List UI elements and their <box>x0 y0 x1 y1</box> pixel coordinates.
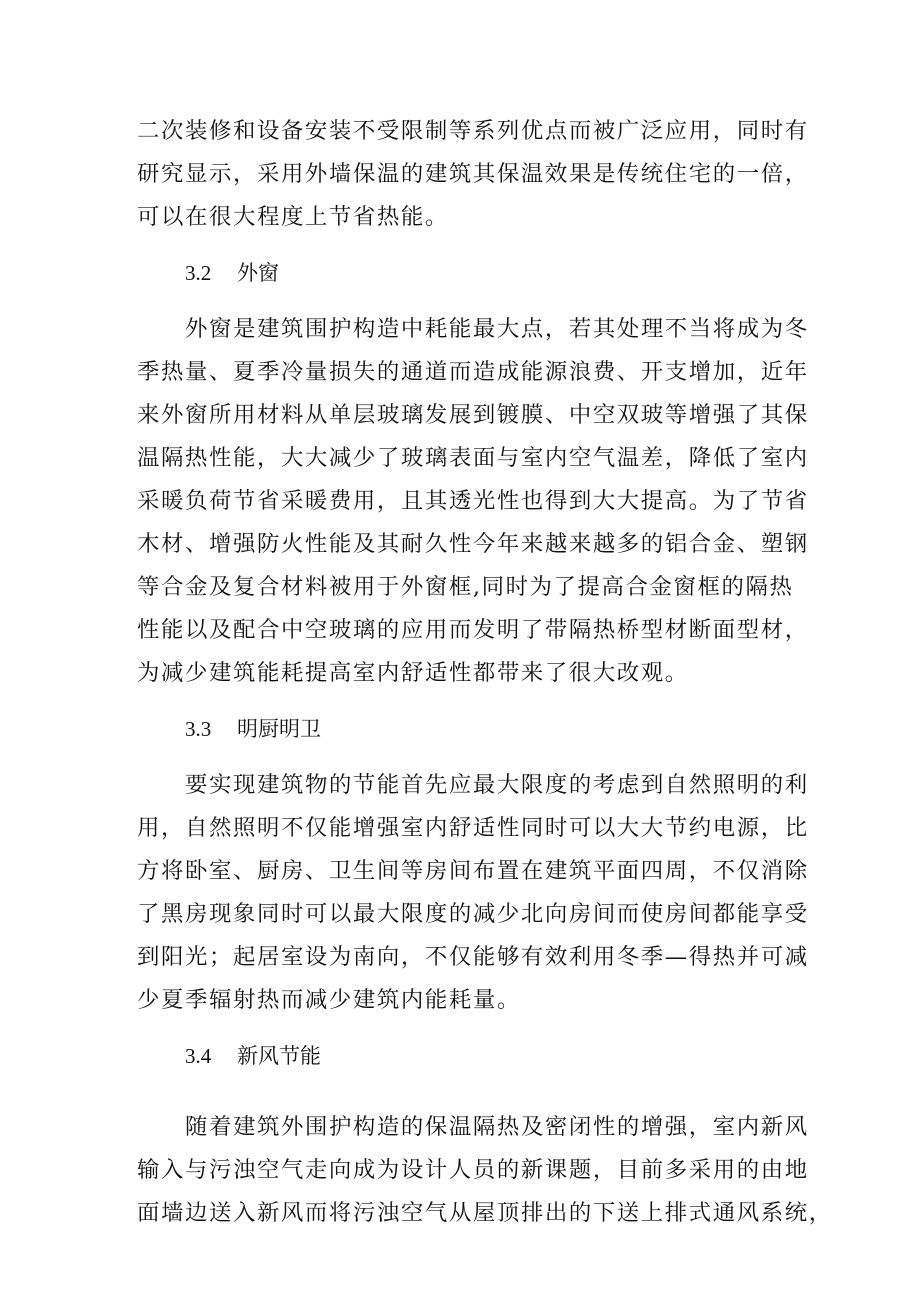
section-heading-3-3 <box>185 713 321 745</box>
paragraph-line: 外窗是建筑围护构造中耗能最大点，若其处理不当将成为冬 <box>185 316 809 342</box>
paragraph-line: 要实现建筑物的节能首先应最大限度的考虑到自然照明的利 <box>185 772 809 798</box>
paragraph-line: 了黑房现象同时可以最大限度的减少北向房间而使房间都能享受 <box>137 901 809 927</box>
section-heading-3-2 <box>185 257 279 289</box>
paragraph-line: 性能以及配合中空玻璃的应用而发明了带隔热桥型材断面型材， <box>137 617 809 643</box>
paragraph-line: 随着建筑外围护构造的保温隔热及密闭性的增强，室内新风 <box>185 1114 809 1140</box>
section-title: 明厨明卫 <box>237 717 321 741</box>
section-title: 外窗 <box>237 261 279 285</box>
paragraph-line: 温隔热性能，大大减少了玻璃表面与室内空气温差，降低了室内 <box>137 445 809 471</box>
paragraph-line: 等合金及复合材料被用于外窗框,同时为了提高合金窗框的隔热 <box>137 574 794 600</box>
paragraph-line: 研究显示，采用外墙保温的建筑其保温效果是传统住宅的一倍， <box>137 161 809 187</box>
paragraph-line: 木材、增强防火性能及其耐久性今年来越来越多的铝合金、塑钢 <box>137 531 809 557</box>
paragraph-line: 季热量、夏季冷量损失的通道而造成能源浪费、开支增加，近年 <box>137 359 809 385</box>
paragraph-line: 到阳光；起居室设为南向，不仅能够有效利用冬季—得热并可减 <box>137 944 809 970</box>
paragraph-line: 面墙边送入新风而将污浊空气从屋顶排出的下送上排式通风系统， <box>137 1200 833 1226</box>
section-number: 3.4 <box>185 1044 212 1068</box>
paragraph-line: 少夏季辐射热而减少建筑内能耗量。 <box>137 987 521 1013</box>
section-heading-3-4 <box>185 1040 321 1072</box>
section-number: 3.3 <box>185 717 212 741</box>
section-number: 3.2 <box>185 261 212 285</box>
paragraph-line: 输入与污浊空气走向成为设计人员的新课题，目前多采用的由地 <box>137 1157 809 1183</box>
paragraph-line: 二次装修和设备安装不受限制等系列优点而被广泛应用，同时有 <box>137 118 809 144</box>
section-title: 新风节能 <box>237 1044 321 1068</box>
paragraph-line: 用，自然照明不仅能增强室内舒适性同时可以大大节约电源，比 <box>137 815 809 841</box>
paragraph-line: 方将卧室、厨房、卫生间等房间布置在建筑平面四周，不仅消除 <box>137 858 809 884</box>
paragraph-line: 来外窗所用材料从单层玻璃发展到镀膜、中空双玻等增强了其保 <box>137 402 809 428</box>
paragraph-line: 采暖负荷节省采暖费用，且其透光性也得到大大提高。为了节省 <box>137 488 809 514</box>
paragraph-line: 可以在很大程度上节省热能。 <box>137 204 449 230</box>
paragraph-line: 为减少建筑能耗提高室内舒适性都带来了很大改观。 <box>137 660 689 686</box>
